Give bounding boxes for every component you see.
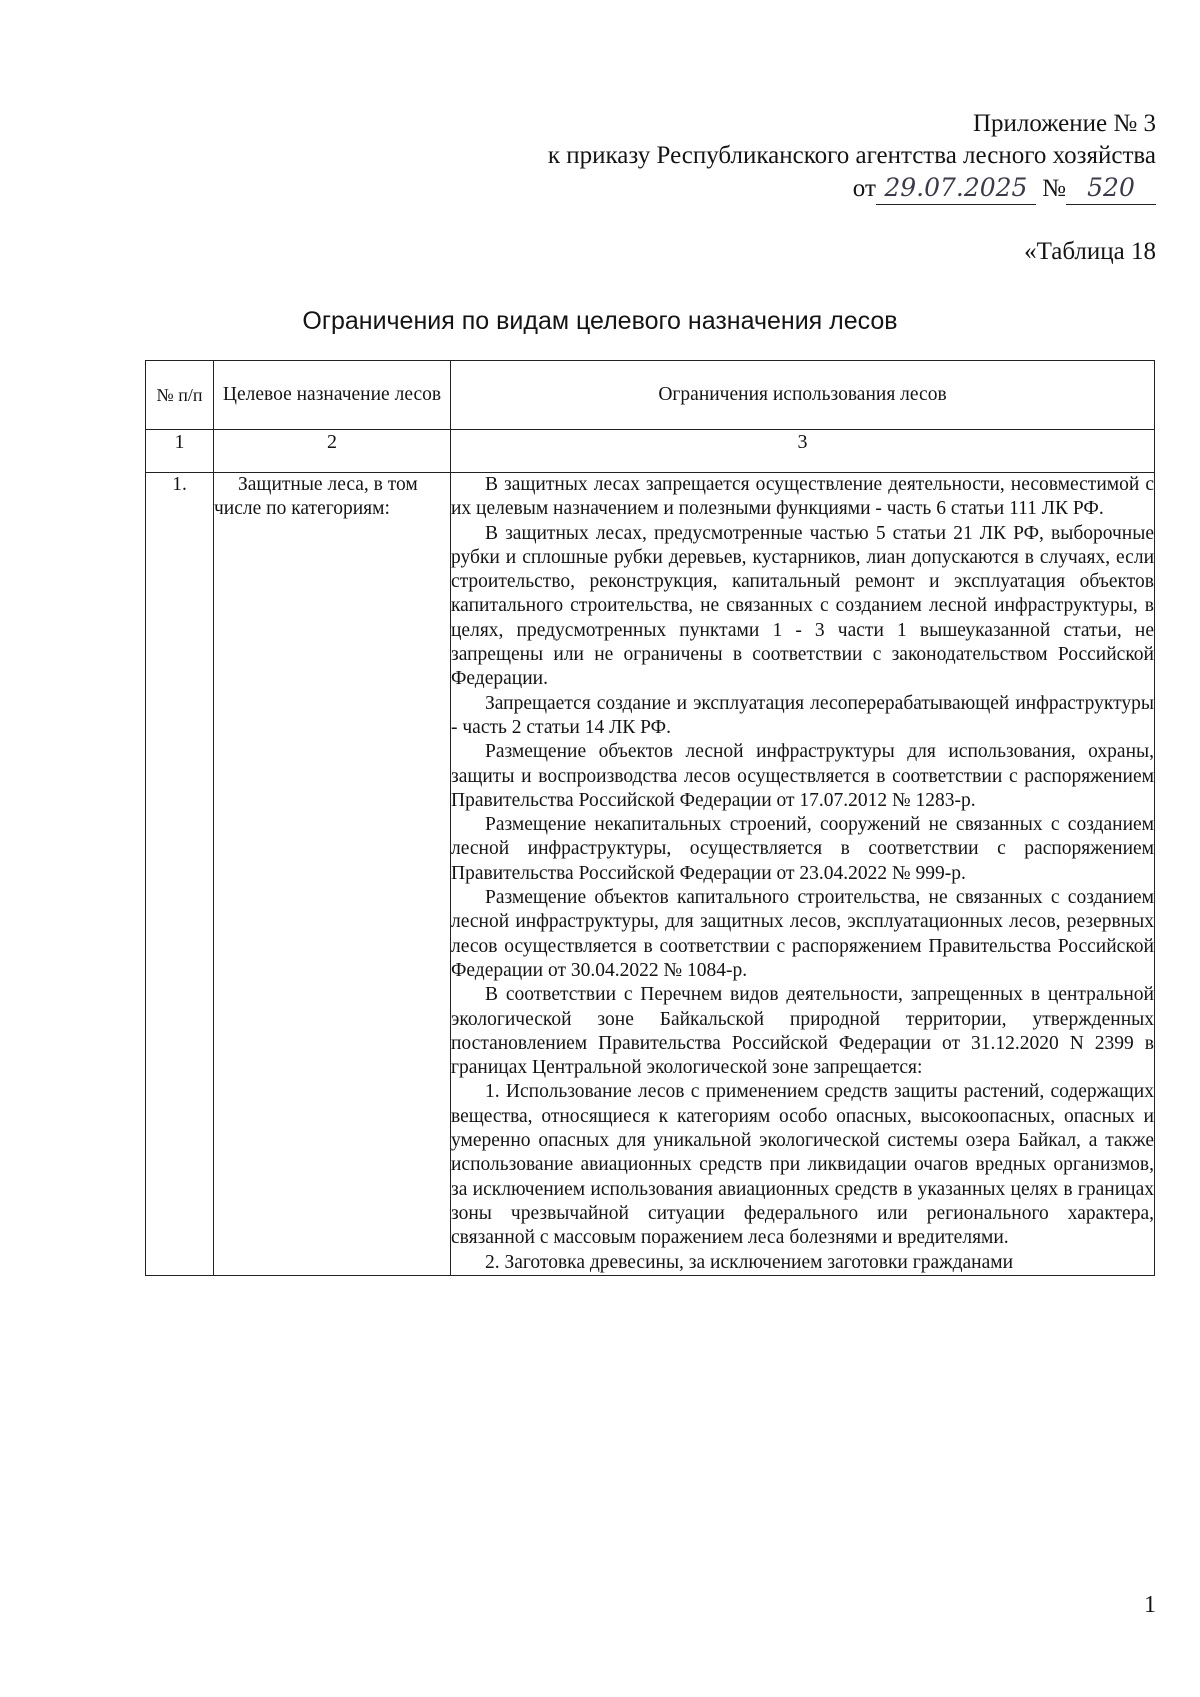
- header-number: № п/п: [146, 361, 214, 430]
- table-label: «Таблица 18: [1024, 238, 1156, 265]
- restrictions-table: [145, 360, 1155, 1276]
- column-number: 1: [146, 430, 214, 473]
- date-prefix: от: [852, 175, 876, 202]
- restriction-paragraph: 2. Заготовка древесины, за исключением заготовки гражданами: [485, 1251, 1014, 1273]
- page-number: 1: [1144, 1592, 1156, 1618]
- table-header-row: [146, 361, 1155, 430]
- table-row: [146, 473, 1155, 1276]
- column-number-row: [146, 430, 1155, 473]
- restriction-paragraph: Размещение некапитальных строений, сооружений не связанных с созданием лесной инфраструктуры, осуществляется в соответствии с распоряжением Правительства Российской Федерации от 23.04.2022 № 999-р.: [451, 814, 1154, 884]
- number-prefix: №: [1042, 175, 1066, 202]
- row-number: 1.: [146, 473, 214, 1276]
- restriction-paragraph: Размещение объектов лесной инфраструктуры для использования, охраны, защиты и воспроизводства лесов осуществляется в соответствии с распоряжением Правительства Российской Федерации от 17.07.2012 № 1283-р.: [451, 741, 1154, 811]
- row-purpose: Защитные леса, в том числе по категориям:: [214, 473, 451, 1276]
- restriction-paragraph: В защитных лесах, предусмотренные частью 5 статьи 21 ЛК РФ, выборочные рубки и сплошные рубки деревьев, кустарников, лиан допускаются в случаях, если строительство, реконструкция, капитальный ремонт и эксплуатация объектов капитального строительства, не связанных с созданием лесной инфраструктуры, в целях, предусмотренных пунктами 1 - 3 части 1 вышеуказанной статьи, не запрещены или не ограничены в соответствии с законодательством Российской Федерации.: [451, 522, 1154, 690]
- restriction-paragraph: В защитных лесах запрещается осуществление деятельности, несовместимой с их целевым назначением и полезными функциями - часть 6 статьи 111 ЛК РФ.: [451, 474, 1154, 520]
- row-restrictions: [451, 473, 1155, 1276]
- appendix-header: [396, 108, 1156, 205]
- restriction-paragraph: Запрещается создание и эксплуатация лесоперерабатывающей инфраструктуры - часть 2 статьи 14 ЛК РФ.: [451, 692, 1154, 738]
- order-number: 520: [1066, 172, 1156, 205]
- page-title: Ограничения по видам целевого назначения лесов: [302, 307, 898, 335]
- restriction-paragraph: Размещение объектов капитального строительства, не связанных с созданием лесной инфраструктуры, для защитных лесов, эксплуатационных лесов, резервных лесов осуществляется в соответствии с распоряжением Правительства Российской Федерации от 30.04.2022 № 1084-р.: [451, 887, 1154, 981]
- order-date: 29.07.2025: [876, 172, 1036, 205]
- column-number: 2: [214, 430, 451, 473]
- column-number: 3: [451, 430, 1155, 473]
- restriction-paragraph: 1. Использование лесов с применением средств защиты растений, содержащих вещества, относящиеся к категориям особо опасных, высокоопасных, опасных и умеренно опасных для уникальной экологической системы озера Байкал, а также использование авиационных средств при ликвидации очагов вредных организмов, за исключением использования авиационных средств в указанных целях в границах зоны чрезвычайной ситуации федерального или регионального характера, связанной с массовым поражением леса болезнями и вредителями.: [451, 1081, 1154, 1249]
- restriction-paragraph: В соответствии с Перечнем видов деятельности, запрещенных в центральной экологической зоне Байкальской природной территории, утвержденных постановлением Правительства Российской Федерации от 31.12.2020 N 2399 в границах Центральной экологической зоне запрещается:: [451, 984, 1154, 1079]
- header-purpose: Целевое назначение лесов: [214, 361, 451, 430]
- header-restrictions: Ограничения использования лесов: [451, 361, 1155, 430]
- order-date-line: [396, 172, 1156, 205]
- order-reference: к приказу Республиканского агентства лесного хозяйства: [547, 142, 1156, 169]
- appendix-number: Приложение № 3: [972, 110, 1156, 137]
